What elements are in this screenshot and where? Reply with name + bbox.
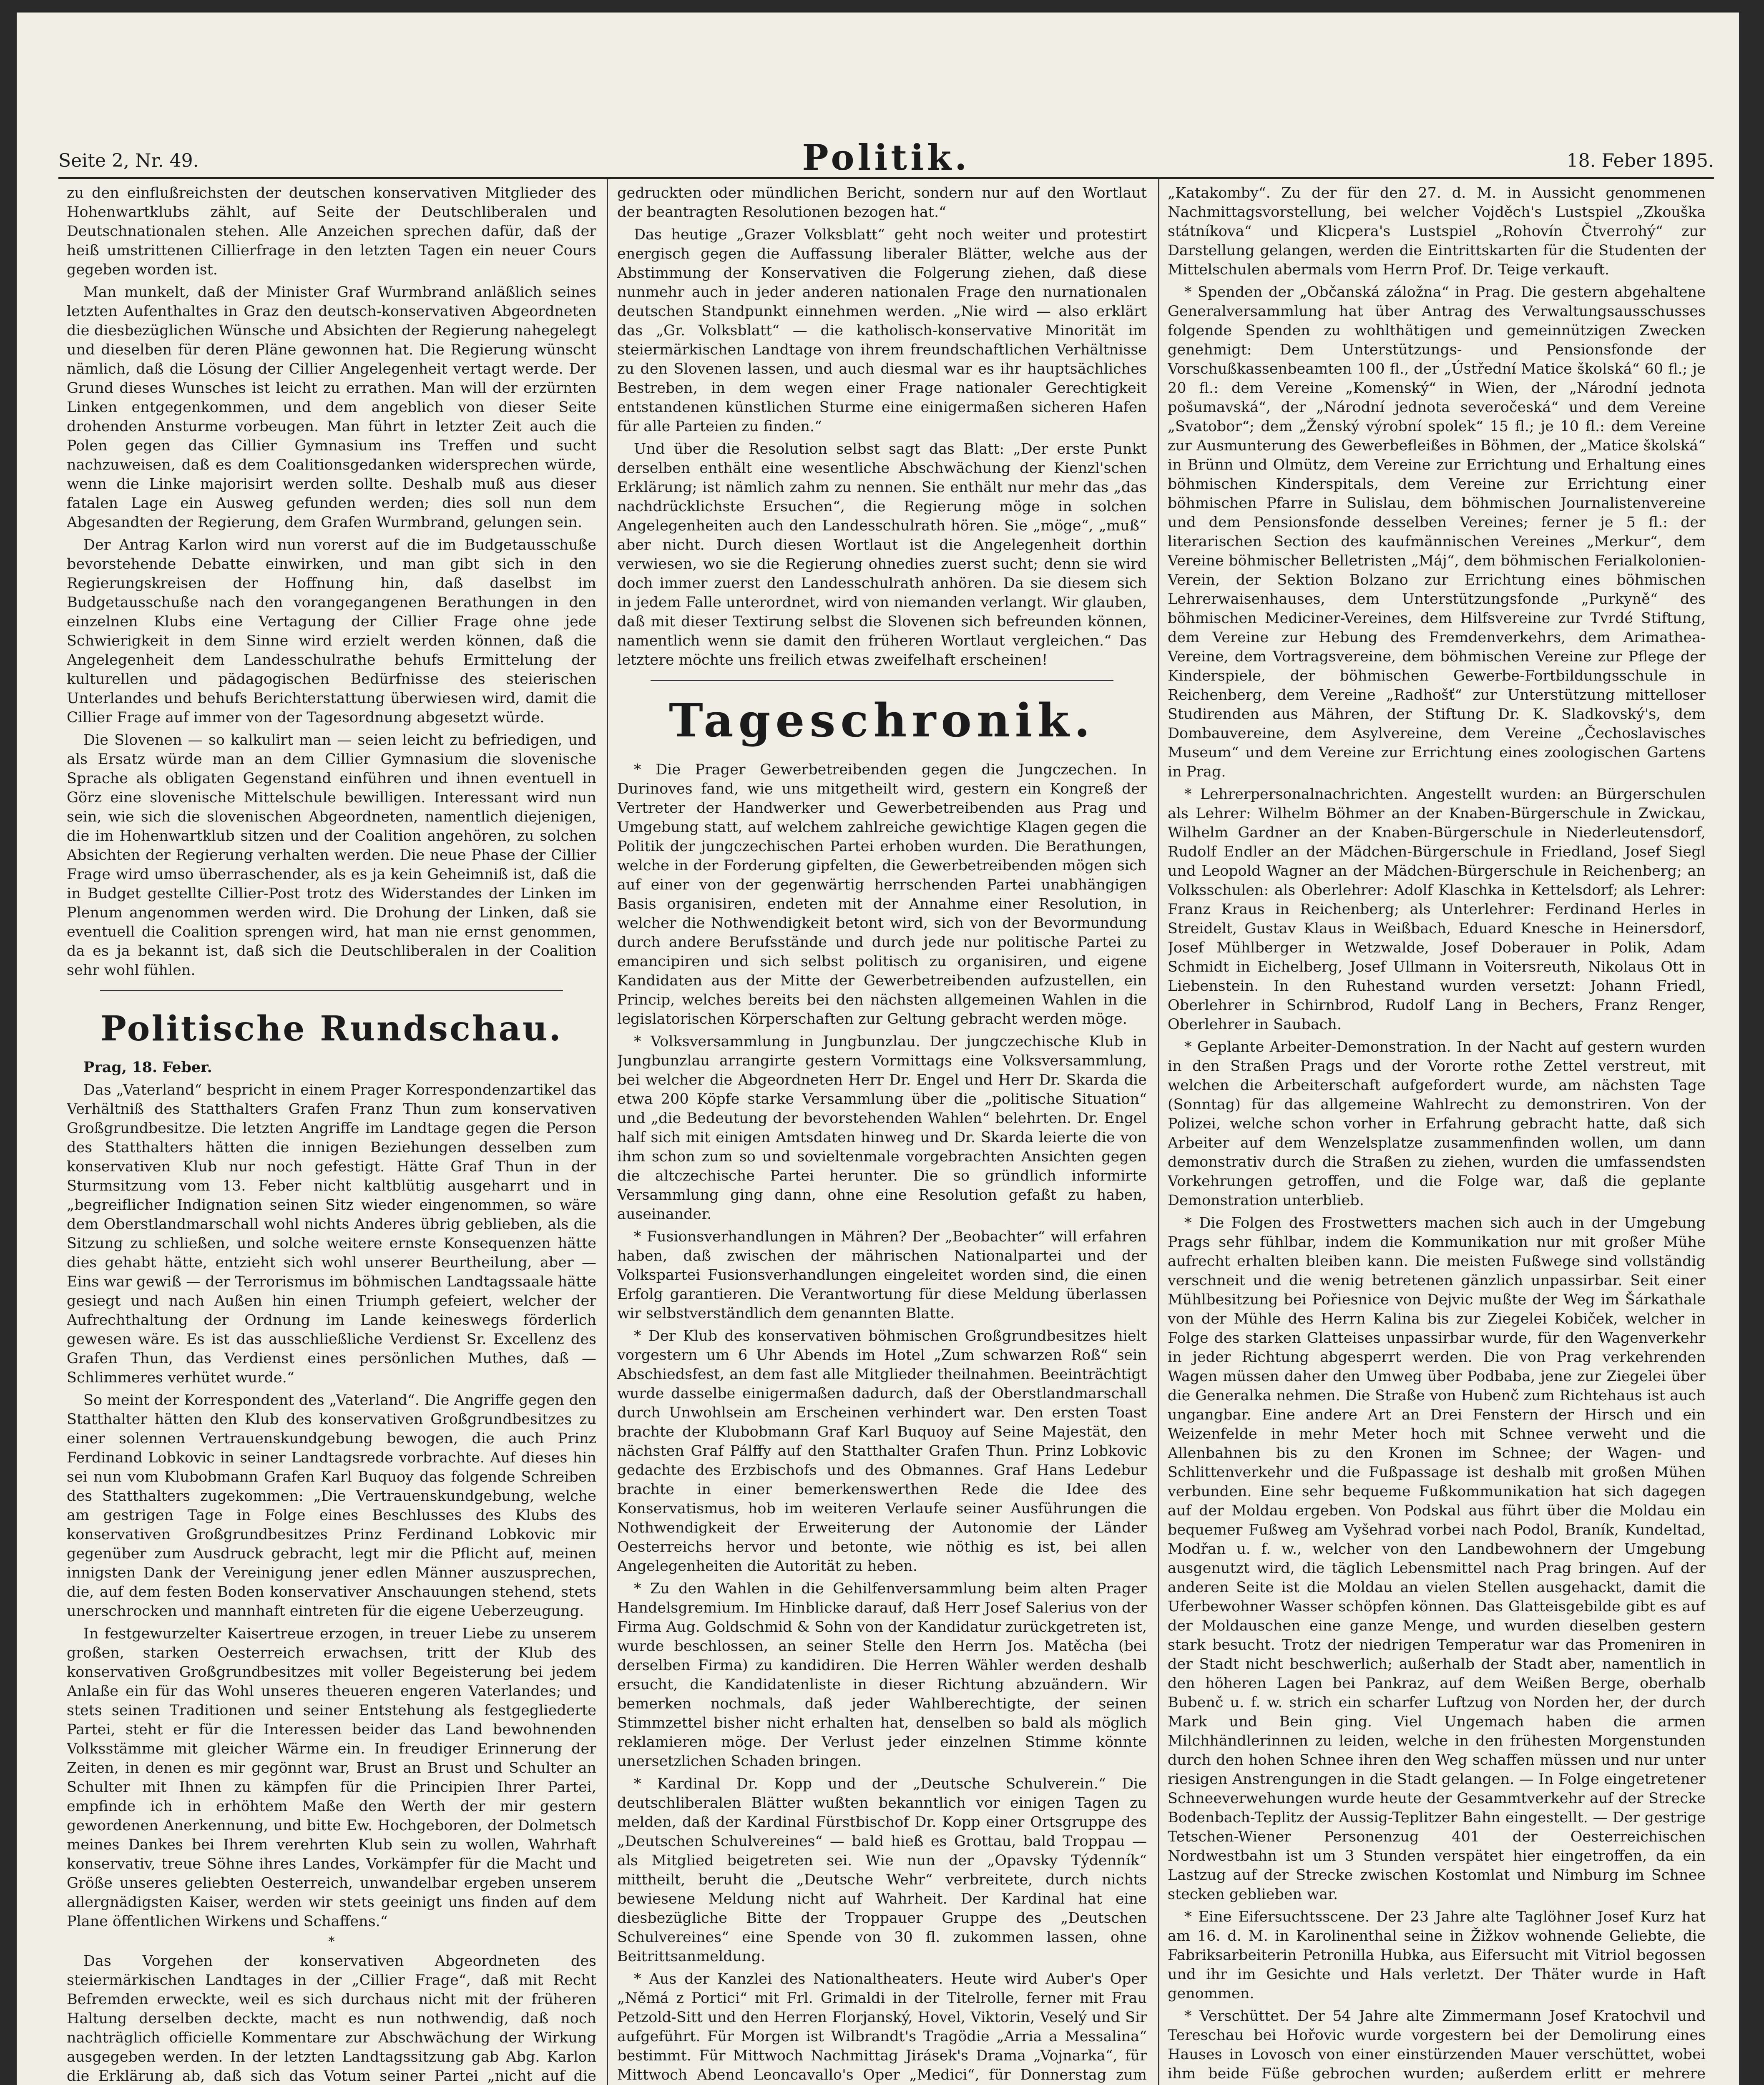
news-item: * Volksversammlung in Jungbunzlau. Der jungczechische Klub in Jungbunzlau arrangirte gestern Vormittags eine Volksversammlung, bei welcher die Abgeordneten Herr Dr. Engel und Herr Dr. Skarda die etwa 200 Köpfe starke Versammlung über die „politische Situation“ und „die Bedeutung der bevorstehenden Wahlen“ belehrten. Dr. Engel half sich mit einigen Amtsdaten hinweg und Dr. Skarda leierte die von ihm schon zum so und sovieltenmale vorgebrachten Ansichten gegen die altczechische Partei herunter. Die so gründlich informirte Versammlung ging dann, ohne eine Resolution gefaßt zu haben, auseinander.: [617, 1033, 1147, 1223]
paragraph: In festgewurzelter Kaisertreue erzogen, in treuer Liebe zu unserem großen, starken Oesterreich erwachsen, tritt der Klub des konservativen Großgrundbesitzes mit voller Begeisterung bei jedem Anlaße ein für das Wohl unseres theueren engeren Vaterlandes; und stets seinen Traditionen und seiner Entstehung als festgegliederte Partei, steht er für die Interessen beider das Land bewohnenden Volksstämme mit gleicher Wärme ein. In freudiger Erinnerung der Zeiten, in denen es mir gegönnt war, Brust an Brust und Schulter an Schulter mit Ihnen zu kämpfen für die Principien Ihrer Partei, empfinde ich in erhöhtem Maße den Werth der mir gestern gewordenen Anerkennung, und bitte Ew. Hochgeboren, der Dolmetsch meines Dankes bei Ihrem verehrten Klub sein zu wollen, Wahrhaft konservativ, treue Söhne ihres Landes, Vorkämpfer für die Macht und Größe unseres geliebten Oesterreich, unwandelbar ergeben unserem allergnädigsten Kaiser, werden wir stets geeinigt uns finden auf dem Plane öffentlichen Wirkens und Schaffens.“: [67, 1625, 596, 1930]
column-divider: [1158, 179, 1159, 2085]
paragraph: „Katakomby“. Zu der für den 27. d. M. in Aussicht genommenen Nachmittagsvorstellung, bei welcher Vojděch's Lustspiel „Zkouška státníkova“ und Klicpera's Lustspiel „Rohovín Čtverrohý“ zur Darstellung gelangen, werden die Eintrittskarten für die Studenten der Mittelschulen abermals vom Herrn Prof. Dr. Teige verkauft.: [1168, 185, 1706, 278]
section-divider: [100, 990, 563, 991]
news-item: * Fusionsverhandlungen in Mähren? Der „Beobachter“ will erfahren haben, daß zwischen der mährischen Nationalpartei und der Volkspartei Fusionsverhandlungen eingeleitet worden sind, die einen Erfolg garantieren. Die Verantwortung für diese Meldung überlassen wir selbstverständlich dem genannten Blatte.: [617, 1228, 1147, 1322]
page-number: Seite 2, Nr. 49.: [58, 150, 199, 171]
news-item: * Die Folgen des Frostwetters machen sich auch in der Umgebung Prags sehr fühlbar, indem die Kommunikation nur mit großer Mühe aufrecht erhalten bleiben kann. Die meisten Fußwege sind vollständig verschneit und die wenig betretenen gänzlich unpassirbar. Seit einer Mühlbesitzung bei Pořiesnice von Dejvic mußte der Weg im Šárkathale von der Mühle des Herrn Kalina bis zur Ziegelei Kobiček, welcher in Folge des starken Glatteises unpassirbar wurde, für den Wagenverkehr in jeder Richtung abgesperrt werden. Die von Prag verkehrenden Wagen müssen daher den Umweg über Podbaba, jene zur Ziegelei über die Generalka nehmen. Die Straße von Hubenč zum Richtehaus ist auch ungangbar. Eine andere Art an Drei Fenstern der Hirsch und ein Weizenfelde in mehr Meter hoch mit Schnee verweht und die Allenbahnen bis zu den Kronen im Schnee; der Wagen- und Schlittenverkehr und die Fußpassage ist deshalb mit großen Mühen verbunden. Eine sehr bequeme Fußkommunikation hat sich dagegen auf der Moldau ergeben. Von Podskal aus führt über die Moldau ein bequemer Fußweg am Vyšehrad vorbei nach Podol, Braník, Kundeltad, Modřan u. f. w., welcher von den Landbewohnern der Umgebung ausgenutzt wird, die täglich Lebensmittel nach Prag bringen. Auf der anderen Seite ist die Moldau an vielen Stellen ausgehackt, damit die Uferbewohner Wasser schöpfen können. Das Glatteisgebilde gibt es auf der Moldauschen eine ganze Menge, und wurden dieselben gestern stark besucht. Trotz der niedrigen Temperatur war das Promeniren in der Stadt nicht beschwerlich; außerhalb der Stadt aber, namentlich in den höheren Lagen bei Pankraz, auf dem Weißen Berge, oberhalb Bubenč u. f. w. strich ein scharfer Luftzug von Norden her, der durch Mark und Bein ging. Viel Ungemach haben die armen Milchhändlerinnen zu leiden, welche in den frühesten Morgenstunden durch den hohen Schnee ihren den Weg schaffen müssen und nur unter riesigen Anstrengungen in die Stadt gelangen. — In Folge eingetretener Schneeverwehungen wurde heute der Gesammtverkehr auf der Strecke Bodenbach-Teplitz der Aussig-Teplitzer Bahn eingestellt. — Der gestrige Tetschen-Wiener Personenzug 401 der Oesterreichischen Nordwestbahn ist um 3 Stunden verspätet hier eingetroffen, da ein Lastzug auf der Strecke zwischen Kostomlat und Nimburg im Schnee stecken geblieben war.: [1168, 1215, 1706, 1903]
paragraph: Das „Vaterland“ bespricht in einem Prager Korrespondenzartikel das Verhältniß des Statthalters Grafen Franz Thun zum konservativen Großgrundbesitze. Die letzten Angriffe im Landtage gegen die Person des Statthalters hätten die innigen Beziehungen desselben zum konservativen Klub nur noch gefestigt. Hätte Graf Thun in der Sturmsitzung vom 13. Feber nicht kaltblütig ausgeharrt und in „begreiflicher Indignation seinen Sitz wieder eingenommen, so wäre dem Oberstlandmarschall wohl nichts Anderes übrig geblieben, als die Sitzung zu schließen, und solche weitere ernste Konsequenzen hätte dies gehabt hätte, entzieht sich wohl unserer Beurtheilung, aber — Eins war gewiß — der Terrorismus im böhmischen Landtagssaale hätte gesiegt und nach Außen hin einen Triumph gefeiert, welcher der Aufrechthaltung der Ordnung im Lande keineswegs förderlich gewesen wäre. Es ist das ausschließliche Verdienst Sr. Excellenz des Grafen Thun, das Verdienst eines persönlichen Muthes, daß — Schlimmeres verhütet wurde.“: [67, 1082, 596, 1386]
news-item: * Der Klub des konservativen böhmischen Großgrundbesitzes hielt vorgestern um 6 Uhr Abends im Hotel „Zum schwarzen Roß“ sein Abschiedsfest, an dem fast alle Mitglieder theilnahmen. Beeinträchtigt wurde dasselbe einigermaßen dadurch, daß der Oberstlandmarschall durch Unwohlsein am Erscheinen verhindert war. Den ersten Toast brachte der Klubobmann Graf Karl Buquoy auf Seine Majestät, den nächsten Graf Pálffy auf den Statthalter Grafen Thun. Prinz Lobkovic gedachte des Erzbischofs und des Obmannes. Graf Hans Ledebur brachte in einer bemerkenswerthen Rede die Idee des Konservatismus, hob im weiteren Verlaufe seiner Ausführungen die Nothwendigkeit der Erweiterung der Autonomie der Länder Oesterreichs hervor und betonte, wie nöthig es ist, bei allen Angelegenheiten die Autorität zu heben.: [617, 1328, 1147, 1575]
column-3: [1168, 183, 1706, 2085]
section-divider: [651, 680, 1113, 681]
paragraph: zu den einflußreichsten der deutschen konservativen Mitglieder des Hohenwartklubs zählt, auf Seite der Deutschliberalen und Deutschnationalen stehen. Alle Anzeichen sprechen dafür, daß der heiß umstrittenen Cillierfrage in den letzten Tagen ein neuer Cours gegeben worden ist.: [67, 185, 596, 278]
paragraph: Man munkelt, daß der Minister Graf Wurmbrand anläßlich seines letzten Aufenthaltes in Graz den deutsch-konservativen Abgeordneten die diesbezüglichen Wünsche und Absichten der Regierung nahegelegt und dieselben für deren Pläne gewonnen hat. Die Regierung wünscht nämlich, daß die Lösung der Cillier Angelegenheit vertagt werde. Der Grund dieses Wunsches ist leicht zu errathen. Man will der erzürnten Linken entgegenkommen, und dem angeblich von dieser Seite drohenden Ansturme vorbeugen. Man führt in letzter Zeit auch die Polen gegen das Cillier Gymnasium ins Treffen und sucht nachzuweisen, daß es dem Coalitionsgedanken widersprechen würde, wenn die Linke majorisirt werden sollte. Deshalb muß aus dieser fatalen Lage ein Ausweg gefunden werden; dies soll nun dem Abgesandten der Regierung, dem Grafen Wurmbrand, gelungen sein.: [67, 284, 596, 531]
newspaper-page: [17, 13, 1739, 2085]
paragraph: Und über die Resolution selbst sagt das Blatt: „Der erste Punkt derselben enthält eine wesentliche Abschwächung der Kienzl'schen Erklärung; ist nämlich zahm zu nennen. Sie enthält nur mehr das „das nachdrücklichste Ersuchen“, die Regierung möge in solchen Angelegenheiten auch den Landesschulrath hören. Sie „möge“, „muß“ aber nicht. Durch diesen Wortlaut ist die Angelegenheit dorthin verwiesen, wo sie die Regierung ohnedies zuerst sucht; denn sie wird doch immer zuerst den Landesschulrath anhören. Da sie diesem sich in jedem Falle unterordnet, wird von niemanden verlangt. Wir glauben, daß mit dieser Textirung selbst die Slovenen sich befreunden können, namentlich wenn sie damit den früheren Wortlaut vergleichen.“ Das letztere möchte uns freilich etwas zweifelhaft erscheinen!: [617, 441, 1147, 668]
paragraph: So meint der Korrespondent des „Vaterland“. Die Angriffe gegen den Statthalter hätten den Klub des konservativen Großgrundbesitzes zu einer solennen Vertrauenskundgebung bewogen, die auch Prinz Ferdinand Lobkovic in seiner Landtagsrede vorbrachte. Auf dieses hin sei nun vom Klubobmann Grafen Karl Buquoy das folgende Schreiben des Statthalters zugekommen: „Die Vertrauenskundgebung, welche am gestrigen Tage in Folge eines Beschlusses des Klubs des konservativen Großgrundbesitzes Prinz Ferdinand Lobkovic mir gegenüber zum Ausdruck gebracht, legt mir die Pflicht auf, meinen innigsten Dank der Vereinigung jener edlen Männer auszusprechen, die, auf dem festen Boden konservativer Anschauungen stehend, stets unerschrocken und mannhaft eintreten für die eigene Ueberzeugung.: [67, 1392, 596, 1620]
news-item: * Zu den Wahlen in die Gehilfenversammlung beim alten Prager Handelsgremium. Im Hinblicke darauf, daß Herr Josef Salerius von der Firma Aug. Goldschmid & Sohn von der Kandidatur zurückgetreten ist, wurde beschlossen, an seiner Stelle den Herrn Jos. Matěcha (bei derselben Firma) zu kandidiren. Die Herren Wähler werden deshalb ersucht, die Kandidatenliste in dieser Richtung abzuändern. Wir bemerken nochmals, daß jeder Wahlberechtigte, der seinen Stimmzettel bisher nicht erhalten hat, denselben so bald als möglich reklamieren möge. Der Verlust jeder einzelnen Stimme könnte unersetzlichen Schaden bringen.: [617, 1580, 1147, 1770]
column-divider: [607, 179, 608, 2085]
news-item: * Lehrerpersonalnachrichten. Angestellt wurden: an Bürgerschulen als Lehrer: Wilhelm Böhmer an der Knaben-Bürgerschule in Zwickau, Wilhelm Gardner an der Knaben-Bürgerschule in Niederleutensdorf, Rudolf Endler an der Mädchen-Bürgerschule in Friedland, Josef Siegl und Leopold Wagner an der Mädchen-Bürgerschule in Reichenberg; an Volksschulen: als Oberlehrer: Adolf Klaschka in Kettelsdorf; als Lehrer: Franz Kraus in Reichenberg; als Unterlehrer: Ferdinand Herles in Streidelt, Gustav Klaus in Weißbach, Eduard Knesche in Heinersdorf, Josef Mühlberger in Wetzwalde, Josef Doberauer in Polik, Adam Schmidt in Eichelberg, Josef Ullmann in Voitersreuth, Nikolaus Ott in Liebenstein. In den Ruhestand wurden versetzt: Johann Friedl, Oberlehrer in Schirnbrod, Rudolf Lang in Bechers, Franz Renger, Oberlehrer in Saubach.: [1168, 786, 1706, 1033]
section-heading-politische-rundschau: Politische Rundschau.: [101, 1009, 563, 1049]
header-rule: [58, 177, 1714, 179]
news-item: * Verschüttet. Der 54 Jahre alte Zimmermann Josef Kratochvil und Tereschau bei Hořovic wurde vorgestern bei der Demolirung eines Hauses in Lovosch von einer einstürzenden Mauer verschüttet, wobei ihm beide Füße gebrochen wurden; außerdem erlitt er mehrere: [1168, 2008, 1706, 2082]
news-item: * Spenden der „Občanská záložna“ in Prag. Die gestern abgehaltene Generalversammlung hat über Antrag des Verwaltungsausschusses folgende Spenden zu wohlthätigen und gemeinnützigen Zwecken genehmigt: Dem Unterstützungs- und Pensionsfonde der Vorschußkassenbeamten 100 fl., der „Ústřední Matice školská“ 60 fl.; je 20 fl.: dem Vereine „Komenský“ in Wien, der „Národní jednota pošumavská“, der „Národní jednota severočeská“ und dem Vereine „Svatobor“; dem „Ženský výrobní spolek“ 15 fl.; je 10 fl.: dem Vereine zur Ausmunterung des Gewerbefleißes in Böhmen, der „Matice školská“ in Brünn und Olmütz, dem Vereine zur Errichtung und Erhaltung eines böhmischen Kinderspitals, dem Vereine zur Errichtung einer böhmischen Pfarre in Sulislau, dem böhmischen Journalistenvereine und dem Pensionsfonde desselben Vereines; ferner je 5 fl.: der literarischen Section des kaufmännischen Vereines „Merkur“, dem Vereine böhmischer Belletristen „Máj“, dem böhmischen Ferialkolonien-Verein, der Sektion Bolzano zur Errichtung eines böhmischen Lehrerwaisenhauses, dem Unterstützungsfonde „Purkyně“ des böhmischen Mediciner-Vereines, dem Hilfsvereine zur Tvrdé Stiftung, dem Vereine zur Hebung des Fremdenverkehrs, dem Arimathea-Vereine, dem Vortragsvereine, dem böhmischen Vereine zur Pflege der Kinderspiele, der böhmischen Gewerbe-Fortbildungsschule in Reichenberg, dem Vereine „Radhošť“ zur Unterstützung mittelloser Studirenden aus Mähren, der Stiftung Dr. K. Sladkovský's, dem Dombauvereine, dem Asylvereine, dem Vereine „Čechoslavisches Museum“ und dem Vereine zur Errichtung eines zoologischen Gartens in Prag.: [1168, 284, 1706, 780]
paragraph: gedruckten oder mündlichen Bericht, sondern nur auf den Wortlaut der beantragten Resolutionen bezogen hat.“: [617, 185, 1147, 221]
news-item: * Geplante Arbeiter-Demonstration. In der Nacht auf gestern wurden in den Straßen Prags und der Vororte rothe Zettel verstreut, mit welchen die Arbeiterschaft aufgefordert wurde, am nächsten Tage (Sonntag) für das allgemeine Wahlrecht zu demonstriren. Von der Polizei, welche schon vorher in Erfahrung gebracht hatte, daß sich Arbeiter auf dem Wenzelsplatze zusammenfinden wollen, um dann demonstrativ durch die Straßen zu ziehen, wurden die umfassendsten Vorkehrungen getroffen, und die Folge war, daß die geplante Demonstration unterblieb.: [1168, 1039, 1706, 1209]
section-heading-tageschronik: Tageschronik.: [669, 693, 1095, 747]
issue-date: 18. Feber 1895.: [1566, 150, 1714, 171]
news-item: * Aus der Kanzlei des Nationaltheaters. Heute wird Auber's Oper „Němá z Portici“ mit Frl. Grimaldi in der Titelrolle, ferner mit Frau Petzold-Sitt und den Herren Florjanský, Hovel, Viktorin, Veselý und Sir aufgeführt. Für Morgen ist Wilbrandt's Tragödie „Arria a Messalina“ bestimmt. Für Mittwoch Nachmittag Jirásek's Drama „Vojnarka“, für Mittwoch Abend Leoncavallo's Oper „Medici“, für Donnerstag zum: [617, 1971, 1147, 2083]
paragraph: Das heutige „Grazer Volksblatt“ geht noch weiter und protestirt energisch gegen die Auffassung liberaler Blätter, welche aus der Abstimmung der Konservativen die Folgerung ziehen, daß diese nunmehr auch in jeder anderen nationalen Frage den nurnationalen deutschen Standpunkt einnehmen werden. „Nie wird — also erklärt das „Gr. Volksblatt“ — die katholisch-konservative Minorität im steiermärkischen Landtage von ihrem freundschaftlichen Verhältnisse zu den Slovenen lassen, und auch diesmal war es ihr hauptsächliches Bestreben, in dem wegen einer Frage nationaler Gerechtigkeit entstandenen künstlichen Sturme eine einigermaßen sicheren Hafen für alle Parteien zu finden.“: [617, 226, 1147, 435]
news-item: * Kardinal Dr. Kopp und der „Deutsche Schulverein.“ Die deutschliberalen Blätter wußten bekanntlich vor einigen Tagen zu melden, daß der Kardinal Fürstbischof Dr. Kopp einer Ortsgruppe des „Deutschen Schulvereines“ — bald hieß es Grottau, bald Troppau — als Mitglied beigetreten sei. Wie nun der „Opavsky Týdenník“ mittheilt, beruht die „Deutsche Wehr“ verbreitete, durch nichts bewiesene Meldung nicht auf Wahrheit. Der Kardinal hat eine diesbezügliche Bitte der Troppauer Gruppe des „Deutschen Schulvereines“ eine Spende von 30 fl. zukommen lassen, ohne Beitrittsanmeldung.: [617, 1776, 1147, 1965]
column-1: [67, 183, 596, 2085]
separator-mark: *: [328, 1934, 335, 1949]
dateline: Prag, 18. Feber.: [83, 1059, 212, 1076]
news-item: * Die Prager Gewerbetreibenden gegen die Jungczechen. In Durinoves fand, wie uns mitgetheilt wird, gestern ein Kongreß der Vertreter der Handwerker und Gewerbetreibenden aus Prag und Umgebung statt, auf welchem zahlreiche gewichtige Klagen gegen die Politik der jungczechischen Partei erhoben wurden. Die Berathungen, welche in der Forderung gipfelten, die Gewerbetreibenden mögen sich auf einer von der gegenwärtig herrschenden Partei unabhängigen Basis organisiren, endeten mit der Annahme einer Resolution, in welcher die Nothwendigkeit betont wird, sich von der Bevormundung durch andere Berufsstände und durch jede nur politische Partei zu emancipiren und sich selbst politisch zu organisiren, und eigene Kandidaten aus der Mitte der Gewerbetreibenden aufzustellen, ein Princip, welches bereits bei den nächsten allgemeinen Wahlen in die legislatorischen Körperschaften zur Geltung gebracht werden möge.: [617, 761, 1147, 1027]
paragraph: Der Antrag Karlon wird nun vorerst auf die im Budgetausschuße bevorstehende Debatte einwirken, und man gibt sich in den Regierungskreisen der Hoffnung hin, daß daselbst im Budgetausschuße nach den vorangegangenen Berathungen in den einzelnen Klubs eine Vertagung der Cillier Frage ohne jede Schwierigkeit in dem Sinne wird erzielt werden können, daß die Angelegenheit dem Landesschulrathe behufs Ermittelung der kulturellen und pädagogischen Bedürfnisse des steierischen Unterlandes und behufs Berichterstattung überwiesen wird, damit die Cillier Frage auf immer von der Tagesordnung abgesetzt würde.: [67, 537, 596, 726]
newspaper-title: Politik.: [802, 137, 970, 178]
news-item: * Eine Eifersuchtsscene. Der 23 Jahre alte Taglöhner Josef Kurz hat am 16. d. M. in Karolinenthal seine in Žižkov wohnende Geliebte, die Fabriksarbeiterin Petronilla Hubka, aus Eifersucht mit Vitriol begossen und ihr im Gesichte und Hals verletzt. Der Thäter wurde in Haft genommen.: [1168, 1909, 1706, 2002]
paragraph: Die Slovenen — so kalkulirt man — seien leicht zu befriedigen, und als Ersatz würde man an dem Cillier Gymnasium die slovenische Sprache als obligaten Gegenstand einführen und ihnen eventuell in Görz eine slovenische Mittelschule bewilligen. Interessant wird nun sein, wie sich die slovenischen Abgeordneten, namentlich diejenigen, die im Hohenwartklub sitzen und der Coalition angehören, zu solchen Absichten der Regierung verhalten werden. Die neue Phase der Cillier Frage wird umso überraschender, als es ja kein Geheimniß ist, daß die in Budget gestellte Cillier-Post trotz des Widerstandes der Linken im Plenum angenommen werden wird. Die Drohung der Linken, daß sie eventuell die Coalition sprengen wird, hat man nie ernst genommen, da es ja bekannt ist, daß sich die Deutschliberalen in der Coalition sehr wohl fühlen.: [67, 732, 596, 979]
column-2: [617, 183, 1147, 2085]
paragraph: Das Vorgehen der konservativen Abgeordneten des steiermärkischen Landtages in der „Cillier Frage“, daß mit Recht Befremden erweckte, weil es sich durchaus nicht mit der früheren Haltung derselben deckte, macht es nun nothwendig, daß noch nachträglich officielle Kommentare zur Abschwächung der Wirkung ausgegeben werden. In der letzten Landtagssitzung gab Abg. Karlon die Erklärung ab, daß sich das Votum seiner Partei „nicht auf die: [67, 1953, 596, 2085]
